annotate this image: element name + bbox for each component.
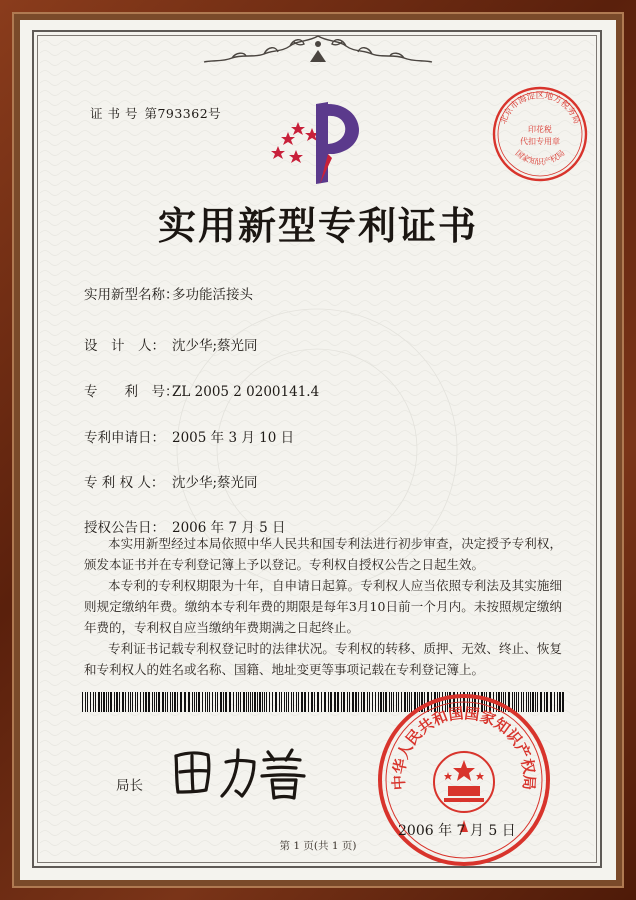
barcode-bar — [184, 692, 186, 712]
certificate-number — [90, 104, 221, 122]
barcode-bar — [217, 692, 218, 712]
barcode-bar — [369, 692, 370, 712]
barcode-bar — [246, 692, 247, 712]
barcode-bar — [275, 692, 277, 712]
barcode-bar — [196, 692, 197, 712]
barcode-bar — [132, 692, 133, 712]
barcode-bar — [264, 692, 265, 712]
field-value: ZL 2005 2 0200141.4 — [172, 384, 320, 400]
barcode-bar — [93, 692, 94, 712]
barcode-bar — [240, 692, 241, 712]
barcode-bar — [284, 692, 285, 712]
barcode-bar — [321, 692, 322, 712]
barcode-bar — [145, 692, 147, 712]
field-application-date — [84, 426, 294, 446]
signatory-label: 局长 — [116, 778, 143, 794]
barcode-bar — [154, 692, 155, 712]
barcode-bar — [341, 692, 342, 712]
certificate-number-label: 证 书 号 — [90, 106, 138, 121]
barcode-bar — [298, 692, 299, 712]
barcode-bar — [361, 692, 362, 712]
barcode-bar — [137, 692, 138, 712]
field-patentee — [84, 471, 258, 491]
field-label: 实用新型名称： — [84, 287, 179, 303]
barcode-bar — [101, 692, 102, 712]
barcode-bar — [259, 692, 261, 712]
barcode-bar — [559, 692, 561, 712]
barcode-bar — [98, 692, 100, 712]
barcode-bar — [108, 692, 109, 712]
barcode-bar — [252, 692, 253, 712]
barcode-bar — [358, 692, 359, 712]
barcode-bar — [330, 692, 332, 712]
barcode-bar — [82, 692, 83, 712]
barcode-bar — [192, 692, 193, 712]
barcode-bar — [172, 692, 173, 712]
barcode-bar — [562, 692, 564, 712]
page-number: 第 1 页(共 1 页) — [279, 840, 357, 852]
barcode-bar — [250, 692, 251, 712]
barcode-bar — [209, 692, 210, 712]
barcode-bar — [233, 692, 234, 712]
barcode-bar — [215, 692, 216, 712]
body-paragraph-1: 本实用新型经过本局依照中华人民共和国专利法进行初步审查，决定授予专利权，颁发本证书并在专利登记簿上予以登记。专利权自授权公告之日起生效。 — [84, 536, 562, 572]
body-paragraph-3: 专利证书记载专利权登记时的法律状况。专利权的转移、质押、无效、终止、恢复和专利权人的姓名或名称、国籍、地址变更等事项记载在专利登记簿上。 — [84, 641, 562, 677]
barcode-bar — [148, 692, 150, 712]
issue-date: 2006 年 7 月 5 日 — [398, 823, 516, 839]
field-value: 沈少华;蔡光同 — [172, 475, 258, 491]
body-paragraph-2: 本专利的专利权期限为十年，自申请日起算。专利权人应当依照专利法及其实施细则规定缴纳年费。缴纳本专利年费的期限是每年3月10日前一个月内。未按照规定缴纳年费的，专利权自应当缴纳年费期满之日起终止。 — [84, 578, 562, 635]
small-stamp-center-line-2: 代扣专用章 — [520, 137, 560, 146]
barcode-bar — [304, 692, 306, 712]
barcode-bar — [85, 692, 86, 712]
barcode-bar — [269, 692, 270, 712]
barcode-bar — [229, 692, 231, 712]
barcode-bar — [314, 692, 315, 712]
barcode-bar — [225, 692, 227, 712]
barcode-bar — [334, 692, 336, 712]
barcode-bar — [103, 692, 105, 712]
barcode-bar — [281, 692, 282, 712]
barcode-bar — [372, 692, 373, 712]
barcode-bar — [156, 692, 157, 712]
barcode-bar — [177, 692, 178, 712]
tax-seal-stamp — [490, 84, 590, 184]
barcode-bar — [291, 692, 292, 712]
barcode-bar — [296, 692, 297, 712]
barcode-bar — [337, 692, 339, 712]
barcode-bar — [188, 692, 190, 712]
barcode-bar — [279, 692, 280, 712]
barcode-bar — [243, 692, 245, 712]
field-value: 2005 年 3 月 10 日 — [172, 430, 295, 446]
barcode-bar — [557, 692, 558, 712]
barcode-bar — [152, 692, 153, 712]
field-value: 沈少华;蔡光同 — [172, 338, 258, 354]
patent-office-logo-icon — [268, 92, 378, 192]
barcode-bar — [116, 692, 118, 712]
barcode-bar — [135, 692, 136, 712]
barcode-bar — [352, 692, 354, 712]
barcode-bar — [87, 692, 88, 712]
barcode-bar — [347, 692, 348, 712]
small-stamp-bottom-text: 国家知识产权局 — [513, 148, 567, 167]
top-ornament — [198, 32, 438, 68]
barcode-bar — [236, 692, 237, 712]
barcode-bar — [114, 692, 115, 712]
barcode-bar — [122, 692, 124, 712]
barcode-bar — [174, 692, 176, 712]
small-stamp-text: 北京市海淀区地方税务局 — [498, 91, 582, 126]
barcode-bar — [257, 692, 258, 712]
barcode-bar — [119, 692, 120, 712]
field-designer — [84, 334, 258, 354]
barcode-bar — [254, 692, 256, 712]
director-signature — [168, 738, 318, 802]
barcode-bar — [194, 692, 195, 712]
barcode-bar — [248, 692, 249, 712]
barcode-bar — [130, 692, 131, 712]
certificate-number-value: 第793362号 — [144, 106, 222, 121]
field-value: 2006 年 7 月 5 日 — [172, 520, 286, 536]
barcode-bar — [238, 692, 239, 712]
barcode-bar — [266, 692, 267, 712]
barcode-bar — [223, 692, 224, 712]
barcode-bar — [324, 692, 326, 712]
barcode-bar — [212, 692, 213, 712]
barcode-bar — [220, 692, 222, 712]
barcode-bar — [207, 692, 208, 712]
barcode-bar — [140, 692, 141, 712]
barcode-bar — [180, 692, 182, 712]
barcode-bar — [363, 692, 365, 712]
field-label: 专利申请日： — [84, 430, 165, 446]
big-stamp-text: 中华人民共和国国家知识产权局 — [389, 704, 539, 791]
barcode-bar — [262, 692, 263, 712]
barcode-bar — [355, 692, 357, 712]
barcode-bar — [301, 692, 303, 712]
barcode-bar — [128, 692, 129, 712]
field-label: 设 计 人： — [84, 338, 165, 354]
barcode-bar — [198, 692, 200, 712]
field-utility-model-name — [84, 283, 253, 303]
field-label: 专 利 权 人： — [84, 475, 165, 491]
barcode-bar — [286, 692, 287, 712]
page-title: 实用新型专利证书 — [157, 203, 478, 248]
barcode-bar — [162, 692, 164, 712]
barcode-bar — [288, 692, 289, 712]
barcode-bar — [158, 692, 160, 712]
barcode-bar — [110, 692, 112, 712]
barcode-bar — [95, 692, 96, 712]
barcode-bar — [367, 692, 368, 712]
barcode-bar — [311, 692, 313, 712]
certificate-paper — [20, 20, 616, 880]
field-patent-number — [84, 380, 319, 400]
field-label: 专 利 号： — [84, 384, 179, 400]
field-label: 授权公告日： — [84, 520, 165, 536]
barcode-bar — [143, 692, 144, 712]
barcode-bar — [343, 692, 345, 712]
certificate-body-text — [84, 533, 562, 680]
barcode-bar — [308, 692, 309, 712]
barcode-bar — [349, 692, 350, 712]
barcode-bar — [165, 692, 166, 712]
barcode-bar — [125, 692, 126, 712]
barcode-bar — [328, 692, 329, 712]
barcode-bar — [293, 692, 294, 712]
barcode-bar — [106, 692, 107, 712]
barcode-bar — [554, 692, 555, 712]
small-stamp-center-line-1: 印花税 — [528, 125, 552, 134]
barcode-bar — [317, 692, 319, 712]
barcode-bar — [90, 692, 91, 712]
barcode-bar — [205, 692, 206, 712]
field-value: 多功能活接头 — [172, 287, 253, 303]
barcode-bar — [202, 692, 203, 712]
barcode-bar — [167, 692, 168, 712]
barcode-bar — [272, 692, 273, 712]
barcode-bar — [170, 692, 171, 712]
